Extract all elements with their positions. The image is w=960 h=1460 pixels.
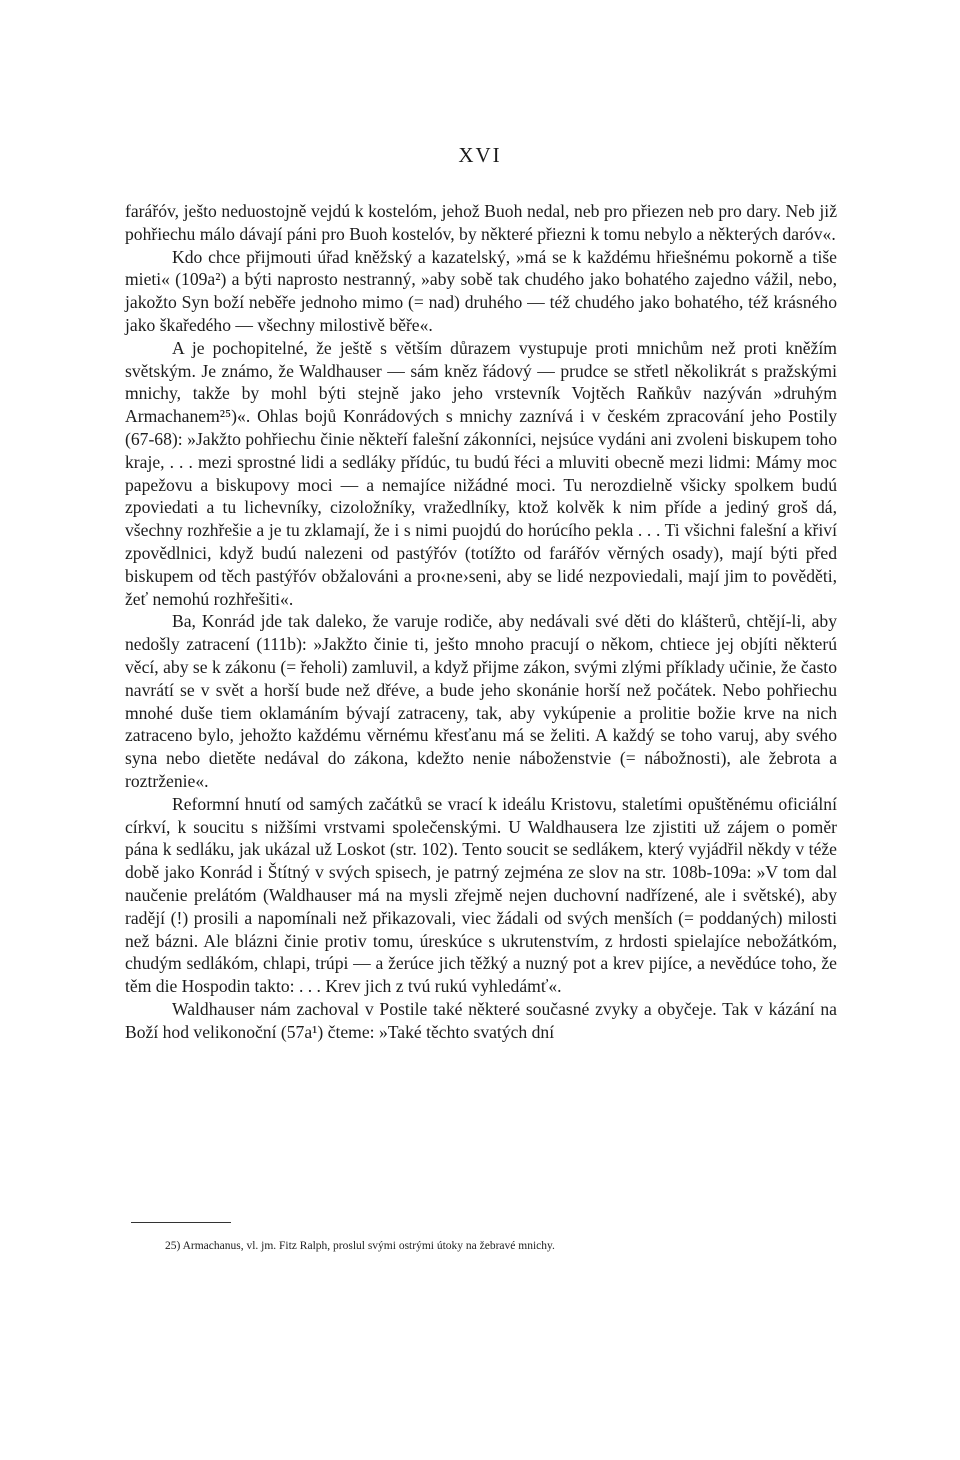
paragraph-1: farářóv, ješto neduostojně vejdú k kostelóm, jehož Buoh nedal, neb pro přiezen neb pro dary. Neb již pohřiechu málo dávají páni pro Buoh kostelóv, by některé přiezni k tomu nebylo a některých daróv«. (125, 201, 837, 244)
paragraph-2: Kdo chce přijmouti úřad kněžský a kazatelský, »má se k každému hřiešnému pokorně a tiše mieti« (109a²) a býti naprosto nestranný, »aby sobě tak chudého jako bohatého zajedno vážil, nebo, jakožto Syn boží neběře jednoho mimo (= nad) druhého — též chudého jako bohatého, též krásného jako škaředého — všechny milostivě běře«. (125, 246, 837, 335)
paragraph-6: Waldhauser nám zachoval v Postile také některé současné zvyky a obyčeje. Tak v kázání na Boží hod velikonoční (57a¹) čteme: »Také těchto svatých dní (125, 998, 837, 1042)
paragraph-4: Ba, Konrád jde tak daleko, že varuje rodiče, aby nedávali své děti do klášterů, chtějí-li, aby nedošly zatracení (111b): »Jakžto činie ti, ješto mnoho pracují o někom, chtiece jej objíti některú věcí, aby se k zákonu (= řeholi) zamluvil, a když přijme zákon, svými zlými příklady učinie, že často navrátí se v svět a horší bude než dřéve, a bude jeho skonánie horší než počátek. Nebo pohřiechu mnohé duše tiem oklamáním bývají zatraceny, tak, aby vykúpenie a prolitie božie krve na nich zatraceno bylo, jehožto každému věrnému křesťanu má se želiti. A každý se toho varuj, aby svého syna nebo dietěte nedával do zákona, kdežto nenie náboženstvie (= nábožnosti), ale žebrota a roztrženie«. (125, 611, 837, 791)
footnote-divider (131, 1222, 231, 1223)
page-number: XVI (458, 143, 502, 167)
paragraph-5: Reformní hnutí od samých začátků se vrací k ideálu Kristovu, staletími opuštěnému oficiální církví, k soucitu s nižšími vrstvami společenskými. U Waldhausera lze zjistiti už zájem o poměr pána k sedláku, jak ukázal už Loskot (str. 102). Tento soucit se sedlákem, který vyjádřil někdy v téže době jako Konrád i Štítný v svých spisech, je patrný zejména ze slov na str. 108b-109a: »V tom dal naučenie prelátóm (Waldhauser má na mysli zřejmě nejen duchovní nadřízené, ale i světské), aby radějí (!) prosili a napomínali než přikazovali, viec žádali od svých menších (= poddaných) milosti než bázni. Ale blázni činie protiv tomu, úreskúce s ukrutenstvím, z hrdosti spielajíce nebožátkóm, chudým sedlákóm, chlapi, trúpi — a žerúce jich těžký a nuzný pot a krev pijíce, a nevědúce toho, že těm die Hospodin takto: . . . Krev jich z tvú rukú vyhledámť«. (125, 793, 837, 997)
paragraph-3: A je pochopitelné, že ještě s větším důrazem vystupuje proti mnichům než proti kněžím světským. Je známo, že Waldhauser — sám kněz řádový — prudce se střetl několikrát s pražskými mnichy, takže by mohl býti stejně jako jeho vrstevník Vojtěch Raňkův nazýván »druhým Armachanem²⁵)«. Ohlas bojů Konrádových s mnichy zaznívá i v českém zpracování jeho Postily (67-68): »Jakžto pohřiechu činie někteří falešní zákonníci, nejsúce vydáni ani zvoleni biskupem toho kraje, . . . mezi sprostné lidi a sedláky přídúc, tu budú řéci a mluviti obecně mezi lidmi: Mámy moc papežovu a biskupovy moci — a nemajíce nižádné moci. Tu nerozdielně všicky spolkem budú zpoviedati a tu lichevníky, cizoložníky, vražedlníky, ktož kolvěk k nim příde a jediný groš dá, všechny rozhřešie a je tu zklamají, že i s nimi puojdú do horúcího pekla . . . Ti všichni falešní a křiví zpovědlnici, když budú nalezeni od pastýřóv (totížto od farářóv věrných osady), mají býti před biskupem od těch pastýřóv obžalováni a pro‹ne›seni, aby se lidé nezpoviedali, mají jim to pověděti, žeť nemohú rozhřešiti«. (125, 337, 837, 609)
footnote: 25) Armachanus, vl. jm. Fitz Ralph, proslul svými ostrými útoky na žebravé mnichy. (165, 1240, 555, 1252)
body-text (125, 200, 837, 1043)
